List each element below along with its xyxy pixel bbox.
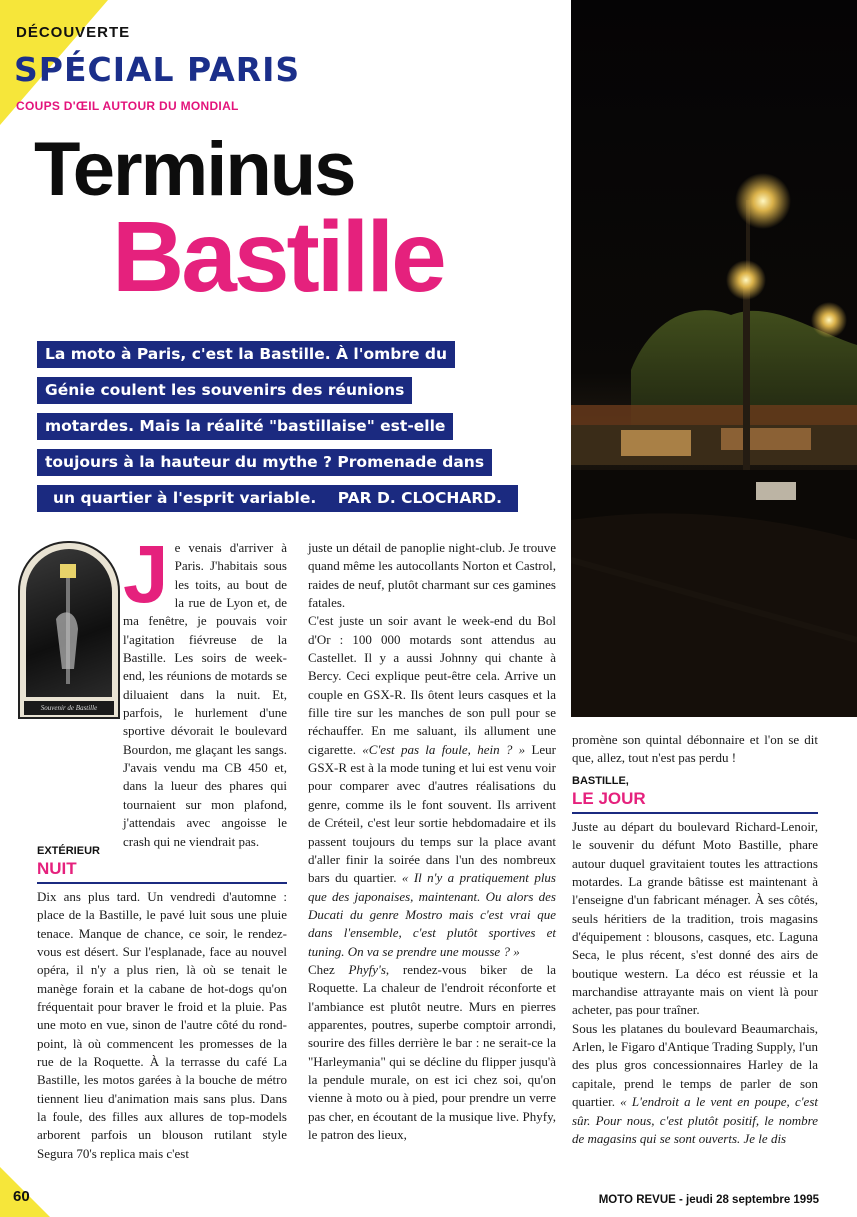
quote: « Il n'y a pratiquement plus que des japonaises, maintenant. Ou alors des Ducati du genre Mostro mais c'est vrai que dans l'ensemble, c'est plutôt sportives et tuning. On va se prendre une mousse ? » bbox=[308, 870, 556, 959]
lead-text-last bbox=[37, 485, 518, 512]
night-photo-bastille bbox=[571, 0, 857, 717]
text-run: Sous les platanes du boulevard Beaumarchais, Arlen, le Figaro d'Antique Trading Supply, l'un des plus gros concessionnaires Harley de la capitale, prend le temps de parler de son quartier. bbox=[572, 1020, 818, 1110]
quote: « L'endroit a le vent en poupe, c'est sûr. Pour nous, c'est plutôt positif, le nombre de magasins qui se sont ouverts. Je le dis bbox=[572, 1094, 818, 1146]
lead-text: un quartier à l'esprit variable. bbox=[45, 485, 324, 512]
text-run: Leur GSX-R est à la mode tuning et lui est venu voir pour comparer avec d'autres réalisations du genre, comme ils le font souvent. Ils arrivent de Créteil, c'est leur sortie hebdomadaire et ils passent toujours du temps sur la place avant d'aller finir la soirée dans l'un des nombreux bars du quartier. bbox=[308, 741, 556, 886]
section-subtitle: COUPS D'ŒIL AUTOUR DU MONDIAL bbox=[16, 99, 239, 113]
headline-bastille: Bastille bbox=[112, 201, 444, 313]
column-1-body bbox=[37, 888, 287, 1163]
bar-name: Phyfy's bbox=[348, 961, 386, 977]
lead-text: La moto à Paris, c'est la Bastille. À l'ombre du bbox=[37, 341, 455, 368]
section-title: SPÉCIAL PARIS bbox=[14, 50, 301, 89]
lead-text: Génie coulent les souvenirs des réunions bbox=[37, 377, 412, 404]
publication-footer: MOTO REVUE - jeudi 28 septembre 1995 bbox=[598, 1194, 819, 1206]
page-number: 60 bbox=[13, 1188, 30, 1205]
subhead-exterieur: EXTÉRIEUR bbox=[37, 845, 100, 857]
lead-line bbox=[37, 449, 547, 476]
text-run: C'est juste un soir avant le week-end du Bol d'Or : 100 000 motards sont attendus au Castellet. Il y a aussi Johnny qui chante à Bercy. Ceci explique peut-être cela. Arrive un couple en GSX-R. Ils ôtent leurs casques et la fille tire sur les manches de son pull pour se réchauffer. En me saluant, ils allument une cigarette. bbox=[308, 613, 556, 757]
col1-body: Dix ans plus tard. Un vendredi d'automne : place de la Bastille, le pavé luit sous une pluie tenace. Manque de chance, ce soir, le rendez-vous est désert. Sur l'esplanade, face au nouvel opéra, il n'y a plus rien, là où se tenait le manège forain et la cabane de hot-dogs qu'on fréquentait pour braver le froid et la pluie. Pas une moto en vue, sinon de l'autre côté du rond-point, là où commencent les promesses de la rue de la Roquette. À la terrasse du café La Bastille, les motos garées à la bouche de métro tiennent lieu d'animation mais sans plus. Dans la foule, des filles aux allures de top-models arborent parfois un blouson rutilant style Segura 70's replica mais c'est bbox=[37, 889, 287, 1161]
byline: PAR D. CLOCHARD. bbox=[330, 485, 510, 512]
col3-p0: promène son quintal débonnaire et l'on se dit que, allez, tout n'est pas perdu ! bbox=[572, 732, 818, 766]
text-run: , rendez-vous biker de la Roquette. La chaleur de l'endroit réconforte et l'ambiance est plutôt neutre. Murs en pierres apparentes, poutres, superbe comptoir arrondi, sourire des filles derrière le bar : ne serait-ce la "Harleymania" qui se décline du flipper jusqu'à la pendule murale, on est ici chez soi, qu'on vienne à moto ou à pied, pour prendre un verre pas cher, en écoutant de la musique live. Phyfy, le patron des lieux, bbox=[308, 961, 556, 1142]
col1-intro-block bbox=[123, 529, 287, 851]
lead-line bbox=[37, 485, 547, 512]
col2-p1: juste un détail de panoplie night-club. Je trouve quand même les autocollants Norton et Castrol, raides de neuf, plutôt charmant sur ces gamines fatales. bbox=[308, 540, 556, 611]
subhead-bastille: BASTILLE, bbox=[572, 775, 629, 787]
column-3-top bbox=[572, 731, 818, 768]
column-1 bbox=[37, 529, 287, 851]
column-3-body bbox=[572, 818, 818, 1148]
subhead-rule bbox=[37, 882, 287, 884]
subhead-rule bbox=[572, 812, 818, 814]
column-2 bbox=[308, 539, 556, 1144]
lead-text: motardes. Mais la réalité "bastillaise" est-elle bbox=[37, 413, 453, 440]
text-run: Chez bbox=[308, 961, 349, 977]
headline-terminus: Terminus bbox=[34, 127, 355, 212]
lead-line bbox=[37, 341, 547, 368]
lead-intro bbox=[37, 341, 547, 521]
col1-intro: e venais d'arriver à Paris. J'habitais sous les toits, au bout de la rue de Lyon et, de ma fenêtre, je pouvais voir l'agitation fiévreuse de la Bastille. Les soirs de week-end, les réunions de motards se diluaient dans la nuit. Et, parfois, le hurlement d'une sportive dévorait le boulevard Bourdon, me glaçant les sangs. J'avais vendu ma CB 450 et, dans la lueur des phares qui tournaient sur mon plafond, j'attendais avec angoisse le crash qui ne viendrait pas. bbox=[123, 540, 287, 849]
lead-line bbox=[37, 413, 547, 440]
col3-p2 bbox=[572, 1020, 818, 1148]
subhead-le-jour: LE JOUR bbox=[572, 789, 646, 808]
photo-scene bbox=[571, 0, 857, 717]
col2-p2 bbox=[308, 612, 556, 961]
col2-p3 bbox=[308, 961, 556, 1144]
drop-cap: J bbox=[123, 529, 169, 620]
subhead-nuit: NUIT bbox=[37, 859, 77, 878]
lead-line bbox=[37, 377, 547, 404]
section-kicker: DÉCOUVERTE bbox=[16, 24, 131, 41]
lead-text: toujours à la hauteur du mythe ? Promenade dans bbox=[37, 449, 492, 476]
quote: «C'est pas la foule, hein ? » bbox=[362, 741, 526, 757]
illustration-caption: Souvenir de Bastille bbox=[24, 701, 114, 715]
col3-p1: Juste au départ du boulevard Richard-Lenoir, le souvenir du défunt Moto Bastille, phare autour duquel gravitaient toutes les attractions motardes. La grande bâtisse est maintenant à l'enseigne d'un fabricant ménager. À ses côtés, seuls héritiers de la tradition, trois magasins d'équipement : blousons, casques, etc. Laguna Seca, le plus récent, s'est donné des airs de boutique western. La déco est réussie et la marchandise attrayante mais on vient là pour acheter, pas pour traîner. bbox=[572, 819, 818, 1018]
